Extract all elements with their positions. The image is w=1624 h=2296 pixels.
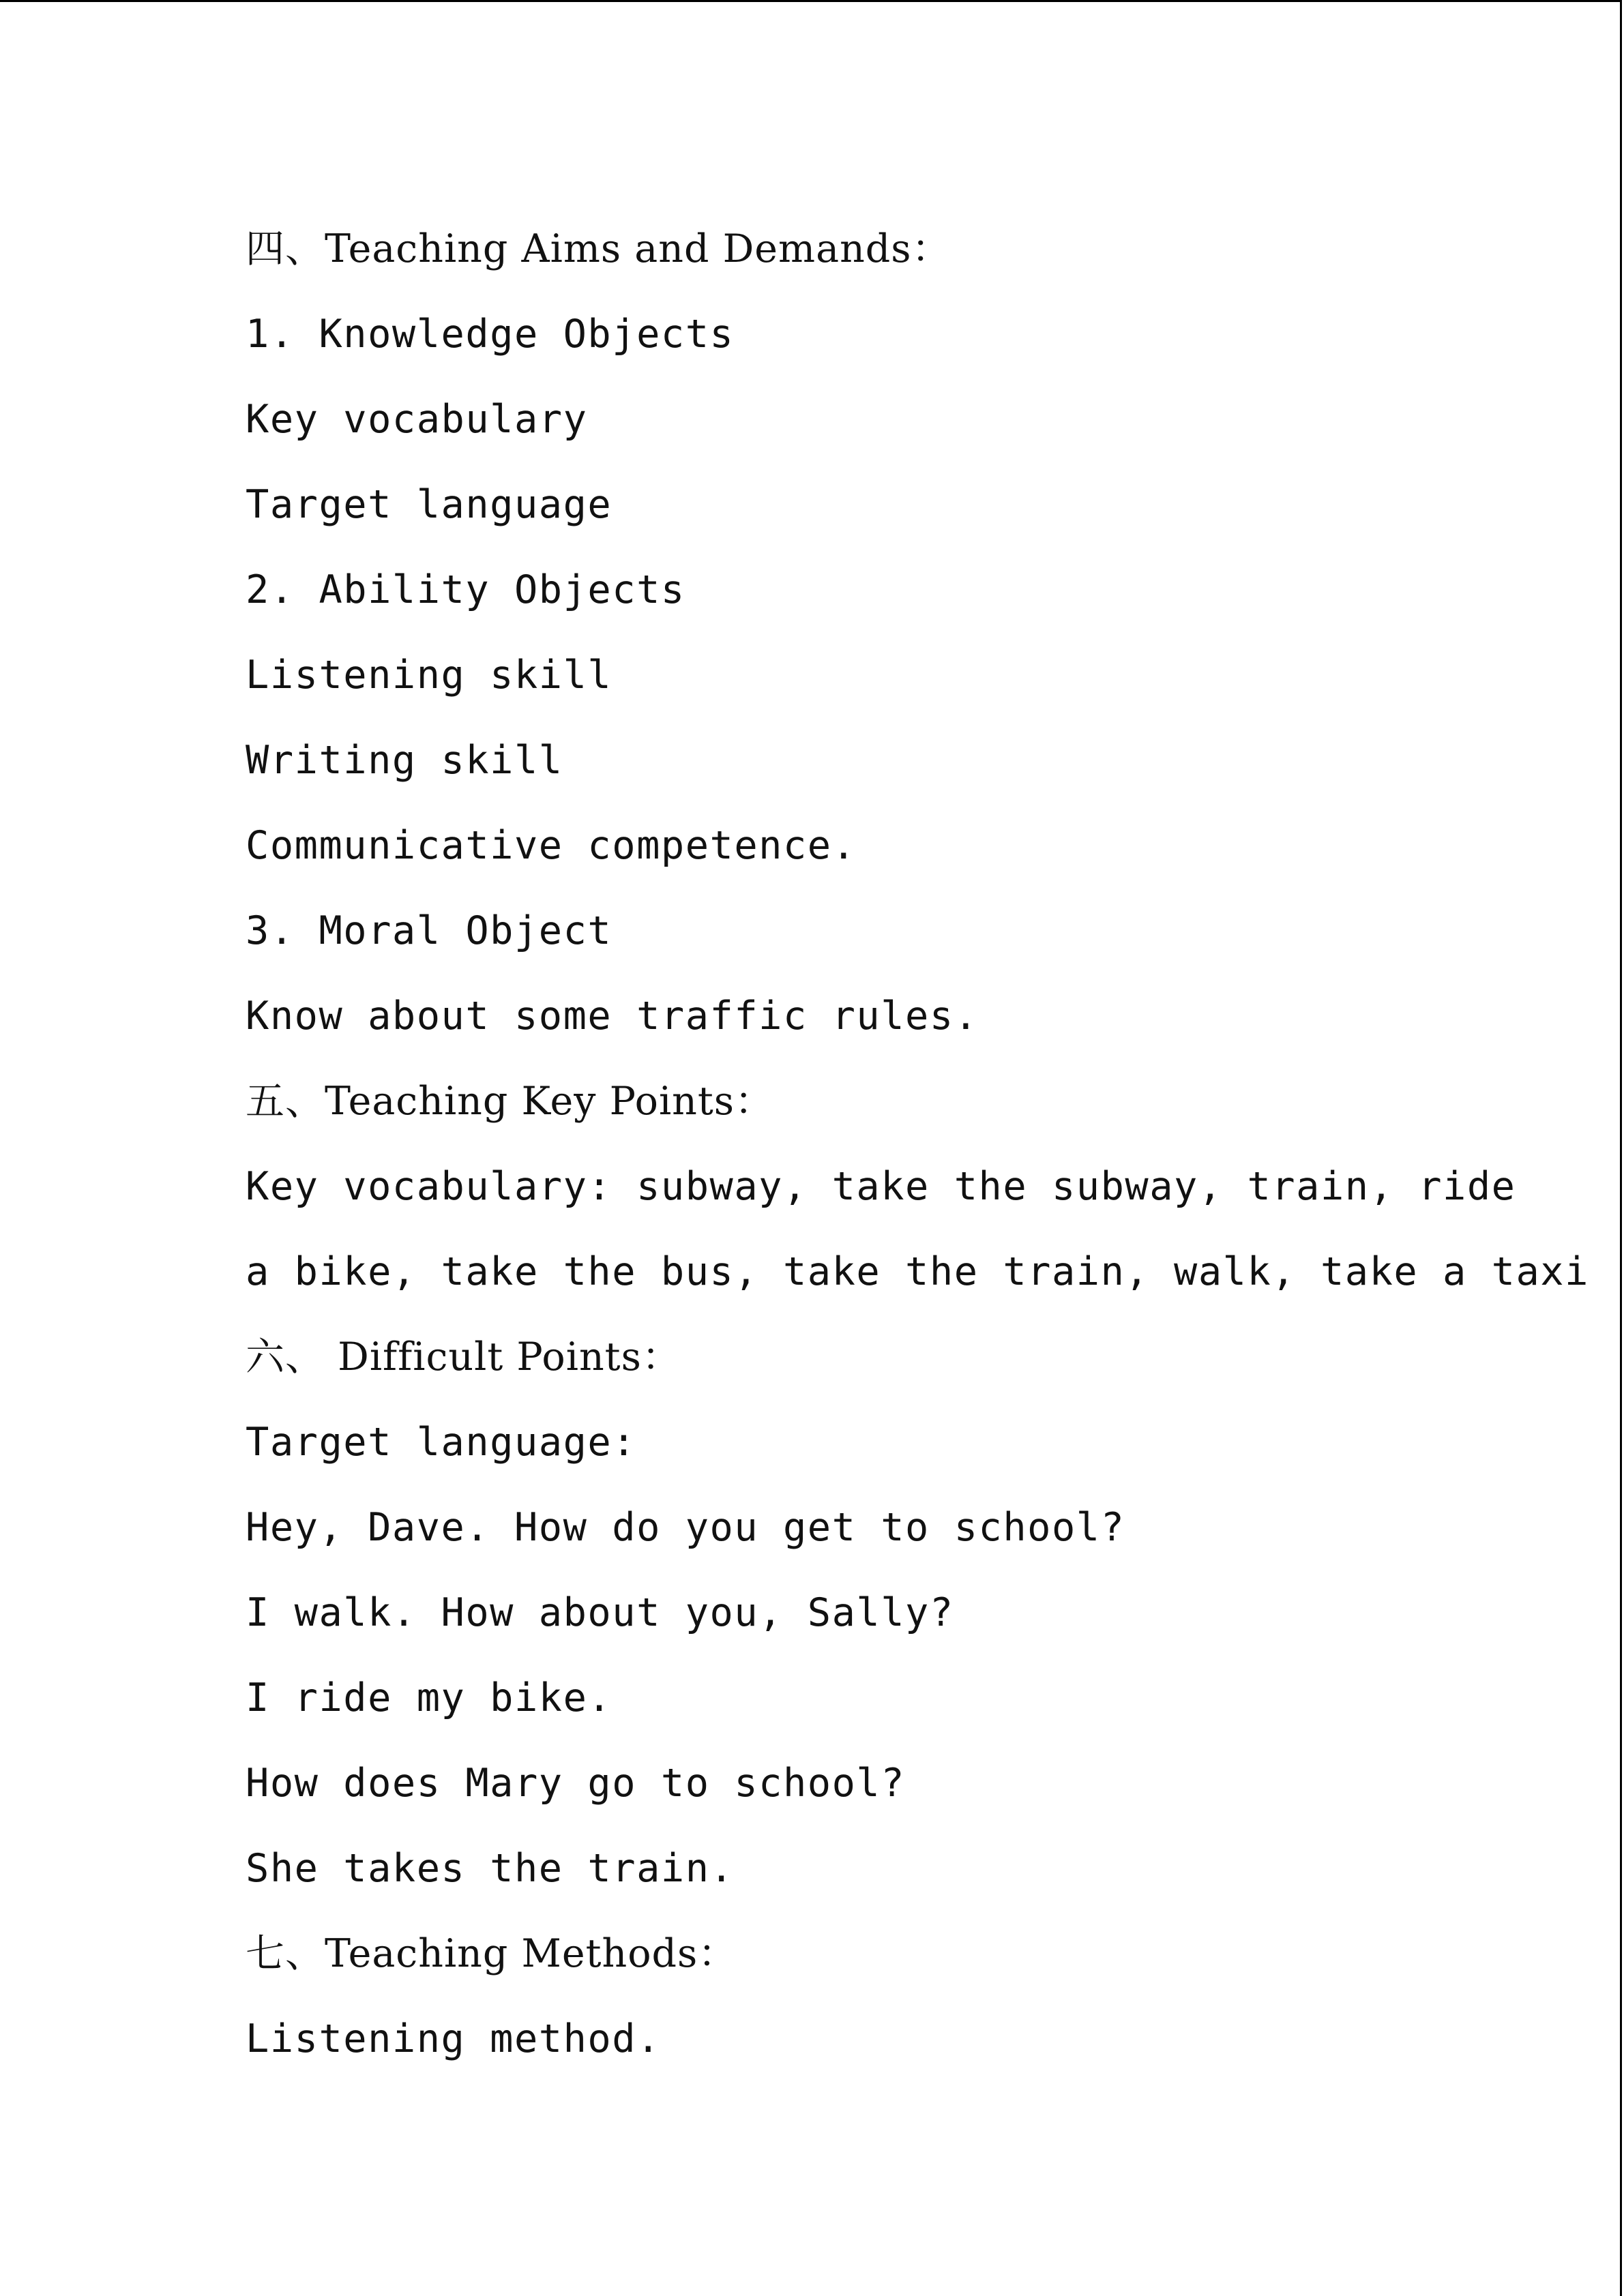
text-line: Listening skill bbox=[246, 653, 612, 698]
section-heading-key-points: 五、Teaching Key Points： bbox=[246, 1079, 775, 1124]
dialogue-line: How does Mary go to school? bbox=[246, 1761, 906, 1806]
section-heading-aims: 四、Teaching Aims and Demands： bbox=[246, 226, 951, 271]
text-line: Target language: bbox=[246, 1420, 637, 1465]
subheading-moral-object: 3. Moral Object bbox=[246, 908, 612, 953]
text-line: Know about some traffic rules. bbox=[246, 994, 979, 1039]
section-heading-difficult-points: 六、 Difficult Points： bbox=[246, 1335, 681, 1380]
dialogue-line: She takes the train. bbox=[246, 1846, 735, 1891]
text-line: Communicative competence. bbox=[246, 823, 857, 868]
document-body bbox=[246, 207, 1589, 2082]
text-line: Key vocabulary bbox=[246, 397, 588, 442]
subheading-ability-objects: 2. Ability Objects bbox=[246, 567, 685, 612]
text-line: Key vocabulary: subway, take the subway, train, ride bbox=[246, 1164, 1516, 1209]
text-line: Listening method. bbox=[246, 2016, 661, 2061]
section-heading-methods: 七、Teaching Methods： bbox=[246, 1931, 738, 1976]
dialogue-line: I walk. How about you, Sally? bbox=[246, 1590, 954, 1635]
dialogue-line: I ride my bike. bbox=[246, 1675, 612, 1720]
text-line: a bike, take the bus, take the train, walk, take a taxi bbox=[246, 1249, 1589, 1294]
subheading-knowledge-objects: 1. Knowledge Objects bbox=[246, 312, 735, 357]
dialogue-line: Hey, Dave. How do you get to school? bbox=[246, 1505, 1125, 1550]
text-line: Target language bbox=[246, 482, 612, 527]
text-line: Writing skill bbox=[246, 738, 563, 783]
